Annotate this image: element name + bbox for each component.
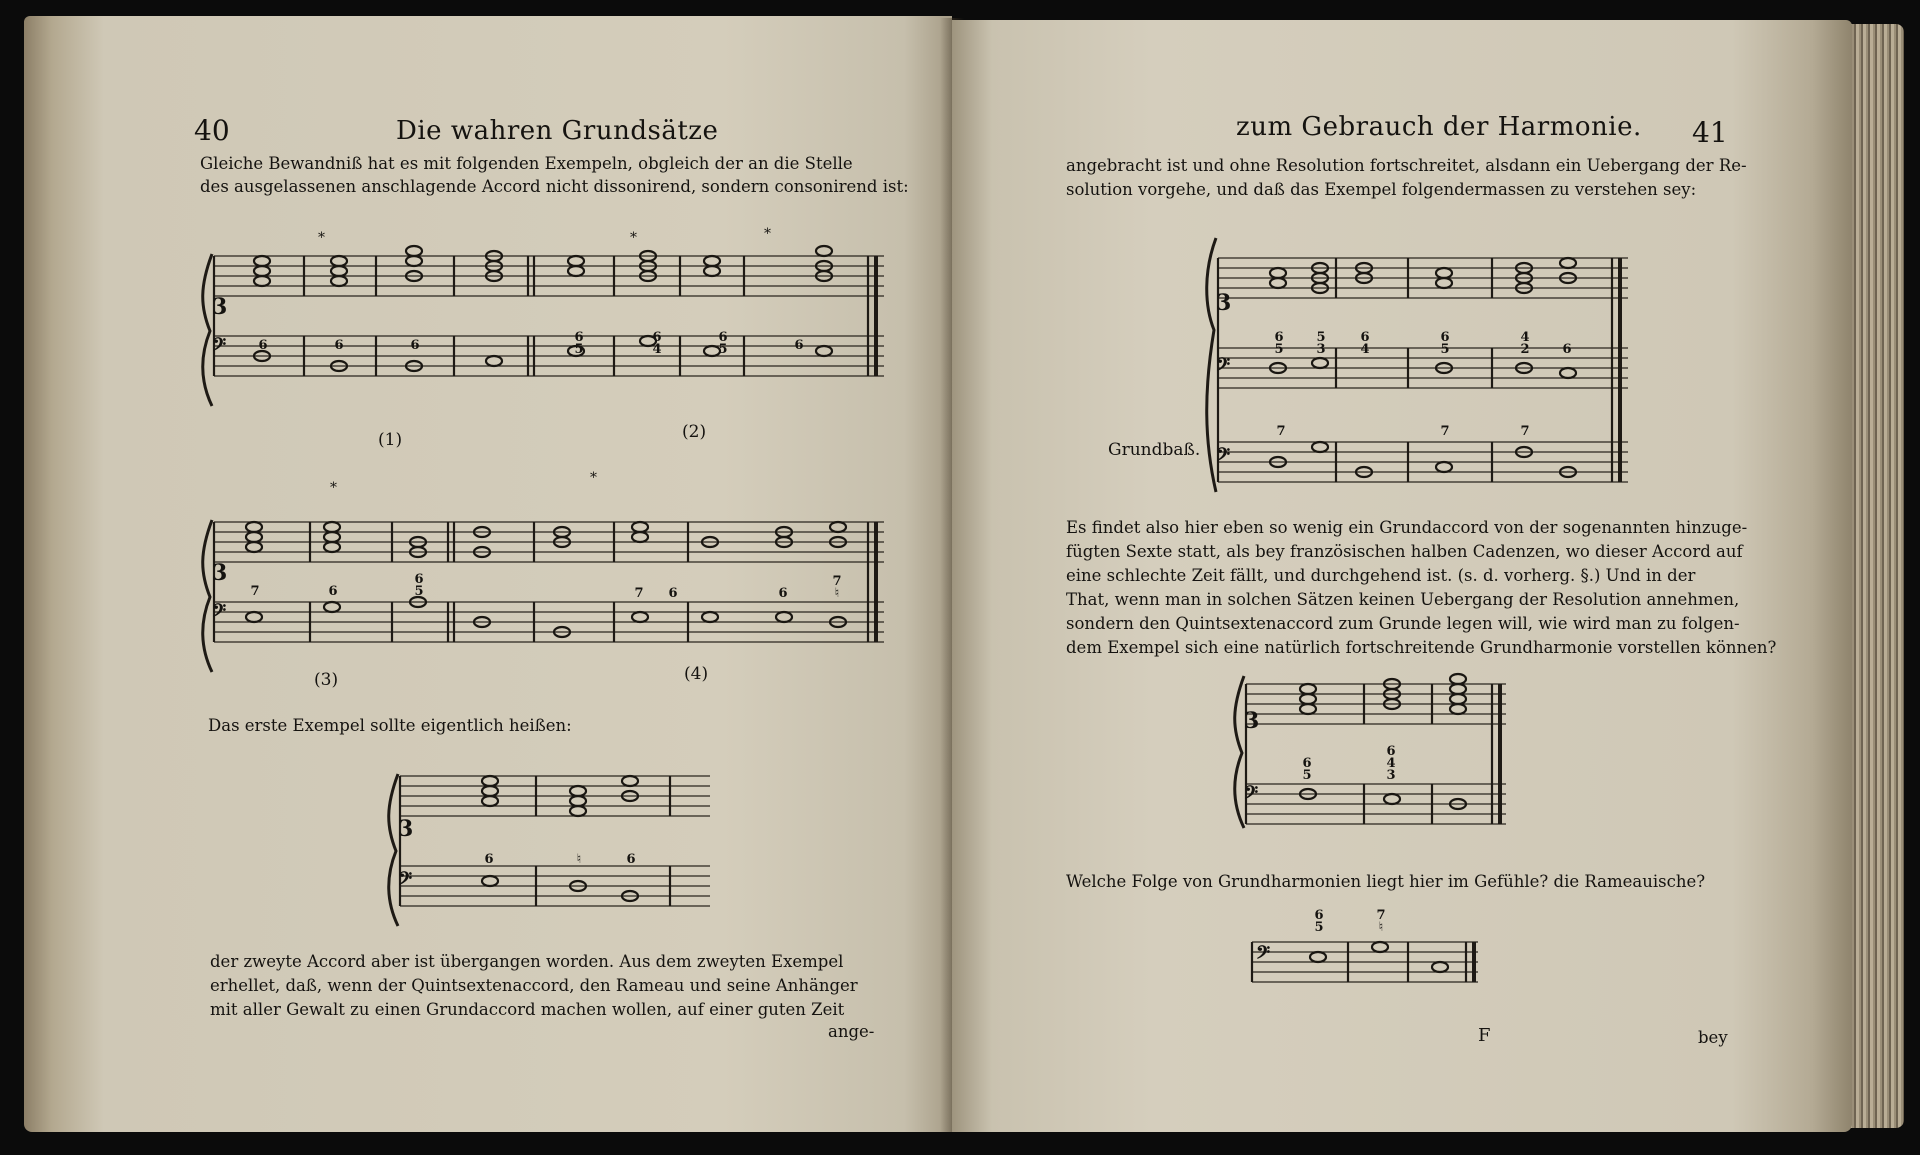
figured-bass: 4 2 (1520, 330, 1530, 357)
left-closing-line-3: mit aller Gewalt zu einen Grundaccord machen wollen, auf einer guten Zeit (210, 1000, 845, 1019)
figured-bass: 7 (250, 584, 260, 599)
bass-clef-icon: 𝄢 (1256, 942, 1271, 968)
figured-bass: 6 (258, 338, 268, 353)
time-signature-2: 3 (212, 560, 228, 586)
bass-clef-icon: 𝄢 (1244, 782, 1259, 808)
left-running-head: Die wahren Grundsätze (396, 116, 719, 146)
right-catchword: bey (1698, 1028, 1728, 1047)
figured-bass: 6 5 (414, 572, 424, 599)
figured-bass: 6 4 3 (1386, 744, 1396, 783)
asterisk-mark: * (590, 470, 597, 486)
time-signature-5: 3 (1244, 708, 1260, 734)
right-middle-line-6: dem Exempel sich eine natürlich fortschreitende Grundharmonie vorstellen können? (1066, 638, 1777, 657)
bass-clef-icon: 𝄢 (1216, 444, 1231, 470)
figured-bass: ♮ (576, 852, 582, 867)
right-middle-line-3: eine schlechte Zeit fällt, und durchgehend ist. (s. d. vorherg. §.) Und in der (1066, 566, 1696, 585)
figured-bass: 6 5 (574, 330, 584, 357)
left-intro-line-1: Gleiche Bewandniß hat es mit folgenden Exempeln, obgleich der an die Stelle (200, 154, 853, 173)
figured-bass: 6 (334, 338, 344, 353)
figured-bass: 7 (634, 586, 644, 601)
time-signature-1: 3 (212, 294, 228, 320)
figured-bass: 6 5 (718, 330, 728, 357)
figured-bass: 6 5 (1314, 908, 1324, 935)
right-running-head: zum Gebrauch der Harmonie. (1236, 112, 1642, 142)
time-signature-3: 3 (398, 816, 414, 842)
left-page (24, 16, 952, 1132)
figured-bass: 6 (1562, 342, 1572, 357)
bass-clef-icon: 𝄢 (212, 600, 227, 626)
example-label-4: (4) (684, 664, 709, 684)
figured-bass: 6 (484, 852, 494, 867)
left-closing-line-1: der zweyte Accord aber ist übergangen worden. Aus dem zweyten Exempel (210, 952, 844, 971)
bass-clef-icon: 𝄢 (1216, 354, 1231, 380)
music-system-5 (1236, 672, 1516, 842)
figured-bass: 5 3 (1316, 330, 1326, 357)
left-section-heading: Das erste Exempel sollte eigentlich heißen: (208, 716, 572, 735)
right-middle-line-2: fügten Sexte statt, als bey französischen halben Cadenzen, wo dieser Accord auf (1066, 542, 1743, 561)
music-system-3 (390, 762, 720, 942)
right-intro-line-2: solution vorgehe, und daß das Exempel folgendermassen zu verstehen sey: (1066, 180, 1697, 199)
figured-bass: 7 ♮ (1376, 908, 1386, 935)
grundbass-label: Grundbaß. (1108, 440, 1201, 460)
right-middle-line-4: That, wenn man in solchen Sätzen keinen Uebergang der Resolution annehmen, (1066, 590, 1740, 609)
example-label-3: (3) (314, 670, 339, 690)
figured-bass: 6 (626, 852, 636, 867)
figured-bass: 7 ♮ (832, 574, 842, 601)
example-label-2: (2) (682, 422, 707, 442)
figured-bass: 6 (778, 586, 788, 601)
time-signature-4: 3 (1216, 290, 1232, 316)
asterisk-mark: * (764, 226, 771, 242)
asterisk-mark: * (330, 480, 337, 496)
example-label-1: (1) (378, 430, 403, 450)
figured-bass: 6 5 (1440, 330, 1450, 357)
right-page (952, 20, 1852, 1132)
figured-bass: 6 (668, 586, 678, 601)
left-catchword: ange- (828, 1022, 875, 1041)
signature-mark: F (1478, 1025, 1491, 1046)
right-question-line: Welche Folge von Grundharmonien liegt hier im Gefühle? die Rameauische? (1066, 872, 1706, 891)
figured-bass: 6 (410, 338, 420, 353)
figured-bass: 6 5 (1274, 330, 1284, 357)
right-intro-line-1: angebracht ist und ohne Resolution fortschreitet, alsdann ein Uebergang der Re- (1066, 156, 1747, 175)
figured-bass: 6 (328, 584, 338, 599)
bass-clef-icon: 𝄢 (212, 334, 227, 360)
asterisk-mark: * (318, 230, 325, 246)
left-intro-line-2: des ausgelassenen anschlagende Accord nicht dissonirend, sondern consonirend ist: (200, 177, 909, 196)
figured-bass: 6 (794, 338, 804, 353)
music-system-4 (1208, 230, 1638, 500)
music-system-6 (1248, 938, 1488, 998)
bass-clef-icon: 𝄢 (398, 868, 413, 894)
right-middle-line-1: Es findet also hier eben so wenig ein Grundaccord von der sogenannten hinzuge- (1066, 518, 1748, 537)
figured-bass: 7 (1520, 424, 1530, 439)
figured-bass: 7 (1440, 424, 1450, 439)
left-page-number: 40 (194, 114, 230, 147)
figured-bass: 6 5 (1302, 756, 1312, 783)
figured-bass: 6 4 (1360, 330, 1370, 357)
left-closing-line-2: erhellet, daß, wenn der Quintsextenaccord, den Rameau und seine Anhänger (210, 976, 858, 995)
asterisk-mark: * (630, 230, 637, 246)
figured-bass: 6 4 (652, 330, 662, 357)
right-middle-line-5: sondern den Quintsextenaccord zum Grunde legen will, wie wird man zu folgen- (1066, 614, 1740, 633)
right-page-number: 41 (1692, 116, 1728, 149)
figured-bass: 7 (1276, 424, 1286, 439)
